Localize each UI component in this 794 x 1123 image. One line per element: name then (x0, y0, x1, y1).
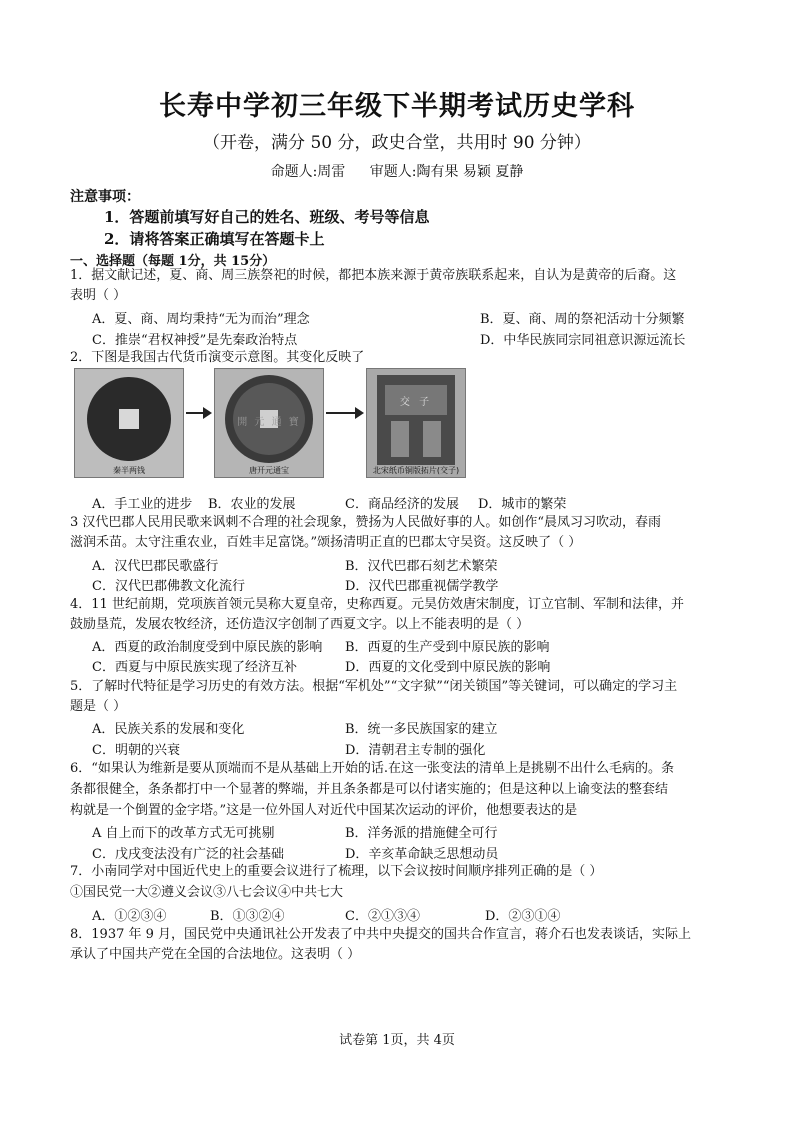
q7-option-d: D．②③①④ (485, 909, 561, 924)
q7-stem-line: ①国民党一大②遵义会议③八七会议④中共七大 (70, 885, 344, 900)
q7-option-c: C．②①③④ (345, 909, 420, 924)
q5-option-b: B．统一多民族国家的建立 (345, 722, 498, 737)
q2-option-d: D．城市的繁荣 (478, 497, 567, 512)
q2-option-c: C．商品经济的发展 (345, 497, 459, 512)
q6-option-b: B．洋务派的措施健全可行 (345, 826, 498, 841)
exam-subtitle: （开卷，满分 50 分，政史合堂，共用时 90 分钟） (203, 133, 591, 153)
q1-stem-line: 1．据文献记述，夏、商、周三族祭祀的时候，都把本族来源于黄帝族联系起来，自认为是黄帝的后裔。这 (70, 268, 677, 283)
round-coin-icon (75, 369, 183, 477)
arrow-icon (186, 412, 210, 414)
q4-option-c: C．西夏与中原民族实现了经济互补 (92, 660, 297, 675)
q1-option-d: D．中华民族同宗同祖意识源远流长 (480, 333, 686, 348)
question-setter: 命题人:周雷 (270, 164, 346, 180)
q1-option-c: C．推崇“君权神授”是先秦政治特点 (92, 333, 298, 348)
note-item: 2．请将答案正确填写在答题卡上 (104, 230, 325, 248)
q3-option-a: A．汉代巴郡民歌盛行 (92, 559, 219, 574)
q4-option-a: A．西夏的政治制度受到中原民族的影响 (92, 640, 323, 655)
q5-option-c: C．明朝的兴衰 (92, 743, 180, 758)
section-heading: 一、选择题（每题 1分，共 15分） (70, 254, 276, 269)
kaiyuan-glyphs: 開 元 通 寶 (237, 417, 301, 428)
q7-option-b: B．①③②④ (210, 909, 285, 924)
q7-option-a: A．①②③④ (92, 909, 167, 924)
q5-option-a: A．民族关系的发展和变化 (92, 722, 245, 737)
q6-option-a: A 自上而下的改革方式无可挑剔 (92, 826, 275, 841)
q6-stem-line: 构就是一个倒置的金字塔。”这是一位外国人对近代中国某次运动的评价，他想要表达的是 (70, 803, 578, 818)
q6-stem-line: 条都很健全，条条都打中一个显著的弊端，并且条条都是可以付诸实施的；但是这种以上谕变法的整套结 (70, 782, 669, 797)
q4-stem-line: 鼓励垦荒，发展农牧经济，还仿造汉字创制了西夏文字。以上不能表明的是（ ） (70, 617, 530, 632)
qin-banliang-image (74, 368, 184, 478)
note-item: 1．答题前填写好自己的姓名、班级、考号等信息 (104, 208, 430, 226)
q2-option-a: A．手工业的进步 (92, 497, 193, 512)
q1-option-a: A．夏、商、周均秉持“无为而治”理念 (92, 312, 310, 327)
notes-heading: 注意事项： (70, 189, 140, 205)
caption-qin-banliang: 秦半两钱 (113, 466, 145, 475)
q4-option-b: B．西夏的生产受到中原民族的影响 (345, 640, 550, 655)
q8-stem-line: 承认了中国共产党在全国的合法地位。这表明（ ） (70, 947, 361, 962)
arrow-icon (326, 412, 362, 414)
q6-stem-line: 6．“如果认为维新是要从顶端而不是从基础上开始的话.在这一张变法的清单上是挑剔不出什么毛病的。条 (70, 761, 675, 776)
q4-option-d: D．西夏的文化受到中原民族的影响 (345, 660, 551, 675)
q5-option-d: D．清朝君主专制的强化 (345, 743, 486, 758)
banknote-rubbing-icon (367, 369, 465, 477)
q3-stem-line: 滋润禾苗。太守注重农业，百姓丰足富饶。”颂扬清明正直的巴郡太守吴资。这反映了（ ） (70, 535, 582, 550)
kaiyuan-tongbao-image (214, 368, 324, 478)
q7-stem-line: 7．小南同学对中国近代史上的重要会议进行了梳理，以下会议按时间顺序排列正确的是（ ） (70, 864, 603, 879)
jiaozi-banknote-image (366, 368, 466, 478)
q2-option-b: B．农业的发展 (208, 497, 296, 512)
exam-authors (0, 161, 794, 181)
q6-option-c: C．戊戌变法没有广泛的社会基础 (92, 847, 284, 862)
q4-stem-line: 4．11 世纪前期，党项族首领元昊称大夏皇帝，史称西夏。元昊仿效唐宋制度，订立官制、军制和法律，并 (70, 597, 684, 612)
q3-option-d: D．汉代巴郡重视儒学教学 (345, 579, 499, 594)
reviewers: 审题人:陶有果 易颖 夏静 (369, 164, 524, 180)
q3-option-c: C．汉代巴郡佛教文化流行 (92, 579, 245, 594)
currency-evolution-figure (74, 368, 464, 486)
exam-title: 长寿中学初三年级下半期考试历史学科 (159, 91, 635, 122)
q2-stem: 2．下图是我国古代货币演变示意图。其变化反映了 (70, 350, 365, 365)
q1-stem-line: 表明（ ） (70, 288, 127, 303)
q3-stem-line: 3 汉代巴郡人民用民歌来讽刺不合理的社会现象，赞扬为人民做好事的人。如创作“晨凤习习吹动，春雨 (70, 515, 662, 530)
q8-stem-line: 8．1937 年 9 月，国民党中央通讯社公开发表了中共中央提交的国共合作宣言，蒋介石也发表谈话，实际上 (70, 927, 692, 942)
q5-stem-line: 5．了解时代特征是学习历史的有效方法。根据“军机处”“文字狱”“闭关锁国”等关键词，可以确定的学习主 (70, 679, 678, 694)
q5-stem-line: 题是（ ） (70, 699, 127, 714)
q1-option-b: B．夏、商、周的祭祀活动十分频繁 (480, 312, 685, 327)
caption-jiaozi: 北宋纸币铜版拓片(交子) (372, 466, 460, 475)
caption-kaiyuan-tongbao: 唐开元通宝 (249, 466, 289, 475)
q3-option-b: B．汉代巴郡石刻艺术繁荣 (345, 559, 498, 574)
jiaozi-glyphs: 交 子 (399, 397, 433, 408)
page-footer: 试卷第 1页，共 4页 (339, 1033, 455, 1048)
q6-option-d: D．辛亥革命缺乏思想动员 (345, 847, 499, 862)
